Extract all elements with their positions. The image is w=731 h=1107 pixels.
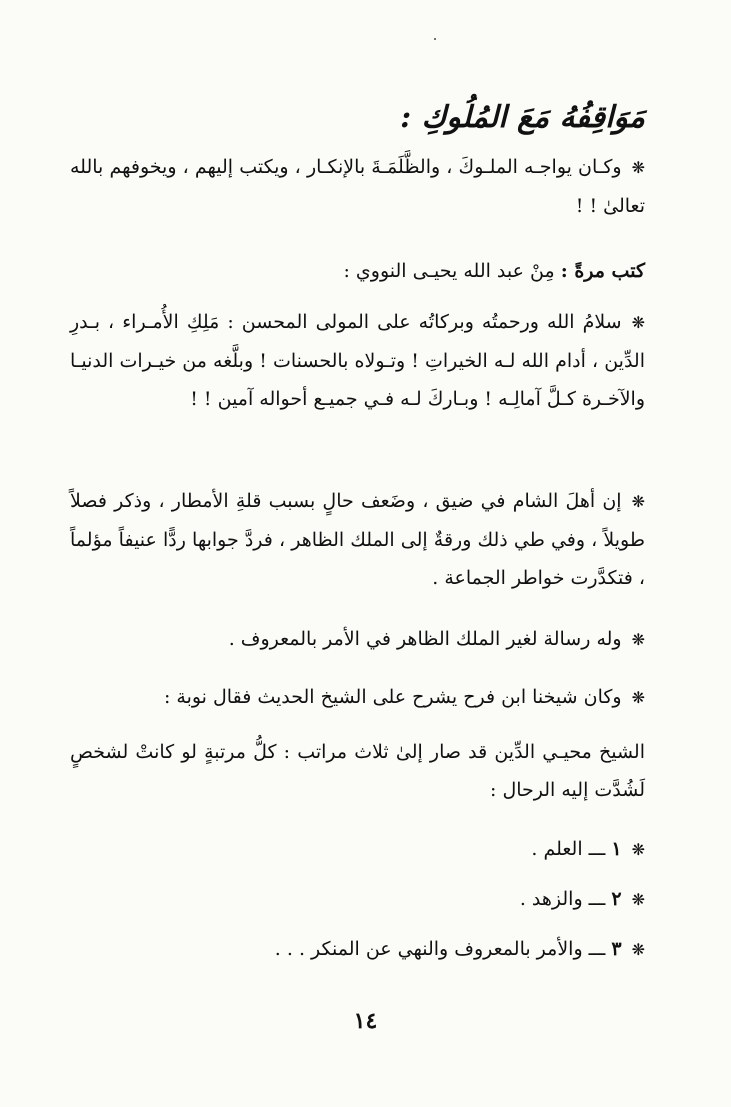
paragraph-3-text: سلامُ الله ورحمتُه وبركاتُه على المولى المحسن : مَلِكِ الأُمـراء ، بـدرِ الدِّين ، أدام الله لـه الخيراتِ ! وتـولاه بالحسنات ! وبلَّغه من خيـرات الدنيـا والآخـرة كـلَّ آمالِـه ! وبـاركَ لـه فـي جميـع أحواله آمين ! !: [70, 311, 645, 410]
paragraph-1-text: وكـان يواجـه الملـوكَ ، والظَّلَمَـةَ بالإنكـار ، ويكتب إليهم ، ويخوفهم بالله تعالىٰ ! !: [70, 156, 645, 217]
list-item: [70, 880, 645, 919]
paragraph-6: [70, 678, 645, 717]
scan-speck: [434, 38, 436, 40]
paragraph-2-text: مِنْ عبد الله يحيـى النووي :: [343, 260, 555, 282]
bullet-icon: ❋: [631, 313, 645, 332]
paragraph-2-label: كتب مرةً :: [560, 260, 645, 282]
bullet-icon: ❋: [631, 840, 645, 859]
bullet-icon: ❋: [631, 492, 645, 511]
page-number: ١٤: [353, 1008, 378, 1034]
paragraph-1: [70, 148, 645, 225]
list-item-number: ٣: [611, 938, 622, 960]
paragraph-5: [70, 620, 645, 659]
list-item: [70, 830, 645, 869]
bullet-icon: ❋: [631, 940, 645, 959]
paragraph-5-text: وله رسالة لغير الملك الظاهر في الأمر بالمعروف .: [228, 628, 622, 650]
paragraph-4: [70, 482, 645, 597]
paragraph-3: [70, 303, 645, 418]
list-item-number: ٢: [611, 888, 622, 910]
list-item-number: ١: [611, 838, 622, 860]
list-item-text: ـــ والزهد .: [519, 888, 606, 910]
bullet-icon: ❋: [631, 158, 645, 177]
bullet-icon: ❋: [631, 688, 645, 707]
list-item-text: ـــ والأمر بالمعروف والنهي عن المنكر . . .: [274, 938, 606, 960]
paragraph-6-text: وكان شيخنا ابن فرح يشرح على الشيخ الحديث فقال نوبة :: [163, 686, 622, 708]
paragraph-7-text: الشيخ محيـي الدِّين قد صار إلىٰ ثلاث مراتب : كلُّ مرتبةٍ لو كانتْ لشخصٍ لَشُدَّت إليه الرحال :: [70, 741, 645, 801]
paragraph-7: [70, 733, 645, 809]
section-heading: مَوَاقِفُهُ مَعَ المُلُوكِ :: [400, 100, 645, 135]
list-item-text: ـــ العلم .: [531, 838, 606, 860]
paragraph-2: [70, 252, 645, 290]
list-item: [70, 930, 645, 969]
bullet-icon: ❋: [631, 890, 645, 909]
bullet-icon: ❋: [631, 630, 645, 649]
paragraph-4-text: إن أهلَ الشام في ضيق ، وضَعف حالٍ بسبب قلةِ الأمطار ، وذكر فصلاً طويلاً ، وفي طي ذلك ورقةٌ إلى الملك الظاهر ، فردَّ جوابها ردًّا عنيفاً مؤلماً ، فتكدَّرت خواطر الجماعة .: [70, 490, 645, 589]
